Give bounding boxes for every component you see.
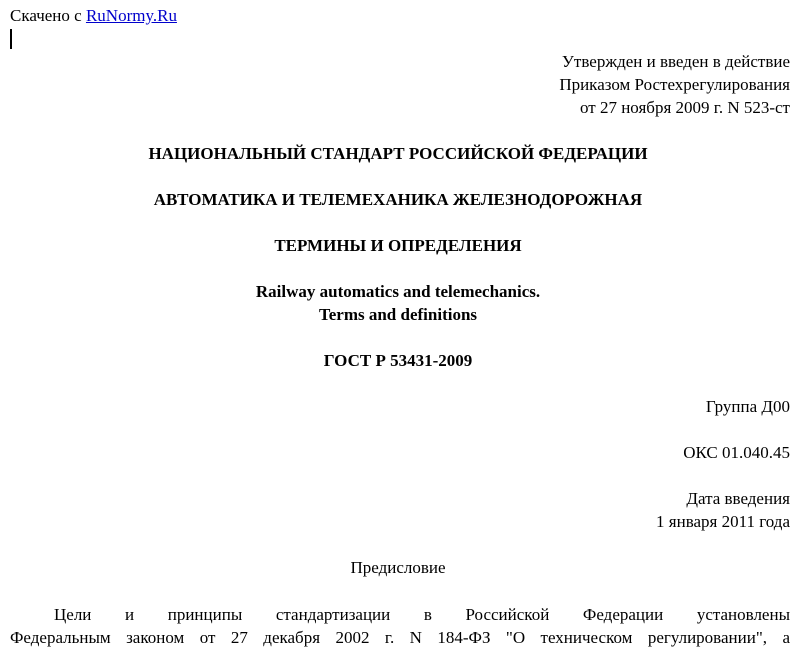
english-title-line-2: Terms and definitions (318, 305, 478, 324)
intro-date-value: 1 января 2011 года (656, 512, 790, 531)
foreword-heading: Предисловие (350, 558, 446, 577)
national-standard-title: НАЦИОНАЛЬНЫЙ СТАНДАРТ РОССИЙСКОЙ ФЕДЕРАЦИИ (148, 144, 648, 163)
group-code: Группа Д00 (705, 397, 790, 416)
foreword-paragraph-line-1: Цели и принципы стандартизации в Российской Федерации установлены (54, 605, 790, 624)
foreword-paragraph-line-2: Федеральным законом от 27 декабря 2002 г. N 184-ФЗ "О техническом регулировании", а (10, 628, 790, 647)
download-note (10, 6, 177, 26)
section-title: ТЕРМИНЫ И ОПРЕДЕЛЕНИЯ (274, 236, 522, 255)
approval-line-1: Утвержден и введен в действие (561, 52, 790, 71)
english-title-line-1: Railway automatics and telemechanics. (255, 282, 541, 301)
intro-date-label: Дата введения (686, 489, 790, 508)
standard-code: ГОСТ Р 53431-2009 (323, 351, 473, 370)
download-note-prefix: Скачено с (10, 6, 82, 25)
approval-line-3: от 27 ноября 2009 г. N 523-ст (580, 98, 790, 117)
text-cursor (10, 29, 12, 49)
oks-code: ОКС 01.040.45 (683, 443, 790, 462)
approval-line-2: Приказом Ростехрегулирования (559, 75, 790, 94)
subject-title: АВТОМАТИКА И ТЕЛЕМЕХАНИКА ЖЕЛЕЗНОДОРОЖНАЯ (153, 190, 643, 209)
runormy-link[interactable]: RuNormy.Ru (85, 6, 177, 25)
